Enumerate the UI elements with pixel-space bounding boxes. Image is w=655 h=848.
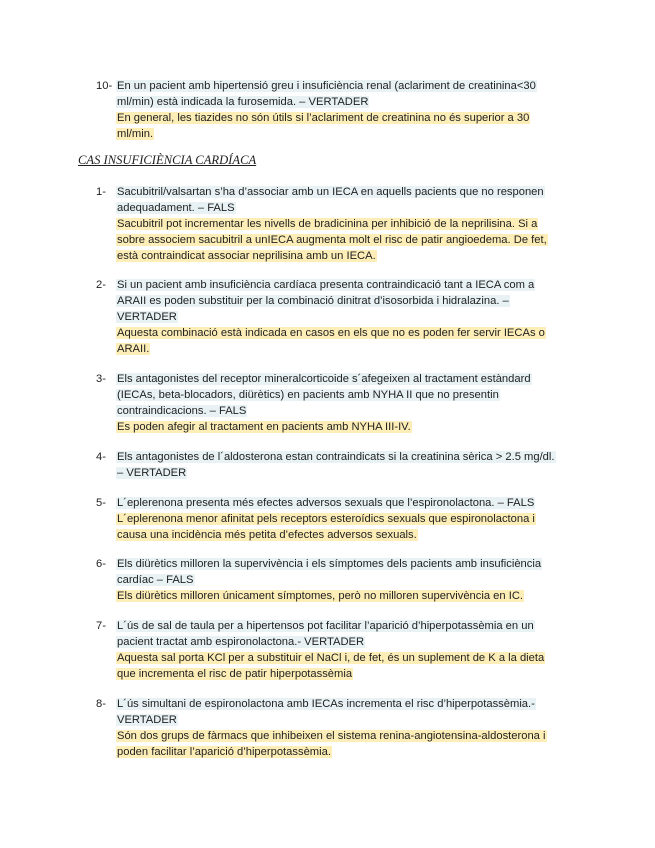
answer-line: Es poden afegir al tractament en pacients amb NYHA III-IV. bbox=[117, 421, 411, 433]
question-line: adequadament. – FALS bbox=[117, 202, 235, 214]
question-line: Els antagonistes de l´aldosterona estan contraindicats si la creatinina sèrica > 2.5 mg/dl. bbox=[117, 451, 555, 463]
question-line: Sacubitril/valsartan s’ha d’associar amb un IECA en aquells pacients que no responen bbox=[117, 186, 544, 198]
question-line: – VERTADER bbox=[117, 467, 187, 479]
question-line: Els diürètics milloren la supervivència i els símptomes dels pacients amb insuficiència bbox=[117, 558, 542, 570]
answer-line: està contraindicat associar neprilisina amb un IECA. bbox=[117, 250, 376, 262]
question-line: L´ús simultani de espironolactona amb IECAs incrementa el risc d’hiperpotassèmia.- bbox=[117, 698, 535, 710]
item-number: 10- bbox=[96, 80, 113, 92]
question-line: cardíac – FALS bbox=[117, 574, 194, 586]
question-line: L´eplerenona presenta més efectes adversos sexuals que l’espironolactona. – FALS bbox=[117, 497, 535, 509]
answer-line: que incrementa el risc de patir hiperpotassèmia bbox=[117, 668, 353, 680]
question-line: (IECAs, beta-blocadors, diürètics) en pacients amb NYHA II que no presentin bbox=[117, 389, 499, 401]
question-line: ml/min) està indicada la furosemida. – VERTADER bbox=[117, 96, 369, 108]
answer-line: L´eplerenona menor afinitat pels receptors esteroídics sexuals que espironolactona i bbox=[117, 513, 535, 525]
question-line: Si un pacient amb insuficiència cardíaca presenta contraindicació tant a IECA com a bbox=[117, 279, 535, 291]
question-line: Els antagonistes del receptor mineralcorticoide s´afegeixen al tractament estàndard bbox=[117, 373, 531, 385]
answer-line: Aquesta combinació està indicada en casos en els que no es poden fer servir IECAs o bbox=[117, 327, 545, 339]
item-number: 2- bbox=[96, 279, 106, 291]
answer-line: Aquesta sal porta KCl per a substituir el NaCl i, de fet, és un suplement de K a la dieta bbox=[117, 652, 545, 664]
question-line: En un pacient amb hipertensió greu i insuficiència renal (aclariment de creatinina<30 bbox=[117, 80, 536, 92]
question-line: contraindicacions. – FALS bbox=[117, 405, 247, 417]
item-number: 4- bbox=[96, 451, 106, 463]
item-number: 7- bbox=[96, 620, 106, 632]
answer-line: sobre associem sacubitril a unIECA augmenta molt el risc de patir angioedema. De fet, bbox=[117, 234, 547, 246]
question-line: VERTADER bbox=[117, 714, 177, 726]
item-number: 5- bbox=[96, 497, 106, 509]
answer-line: Sacubitril pot incrementar les nivells de bradicinina per inhibició de la neprilisina. Si a bbox=[117, 218, 538, 230]
item-number: 8- bbox=[96, 698, 106, 710]
item-number: 6- bbox=[96, 558, 106, 570]
answer-line: causa una incidència més petita d’efectes adversos sexuals. bbox=[117, 529, 417, 541]
answer-line: Els diürètics milloren únicament símptomes, però no milloren supervivència en IC. bbox=[117, 590, 524, 602]
answer-line: ml/min. bbox=[117, 128, 154, 140]
item-number: 1- bbox=[96, 186, 106, 198]
question-line: pacient tractat amb espironolactona.- VERTADER bbox=[117, 636, 365, 648]
answer-line: En general, les tiazides no són útils si l’aclariment de creatinina no és superior a 30 bbox=[117, 112, 530, 124]
answer-line: poden facilitar l’aparició d’hiperpotassèmia. bbox=[117, 746, 331, 758]
item-number: 3- bbox=[96, 373, 106, 385]
answer-line: ARAII. bbox=[117, 343, 150, 355]
section-title: CAS INSUFICIÈNCIA CARDÍACA bbox=[78, 153, 257, 167]
question-line: ARAII es poden substituir per la combinació dinitrat d’isosorbida i hidralazina. – bbox=[117, 295, 509, 307]
question-line: L´ús de sal de taula per a hipertensos pot facilitar l’aparició d’hiperpotassèmia en un bbox=[117, 620, 534, 632]
question-line: VERTADER bbox=[117, 311, 177, 323]
answer-line: Són dos grups de fàrmacs que inhibeixen el sistema renina-angiotensina-aldosterona i bbox=[117, 730, 546, 742]
